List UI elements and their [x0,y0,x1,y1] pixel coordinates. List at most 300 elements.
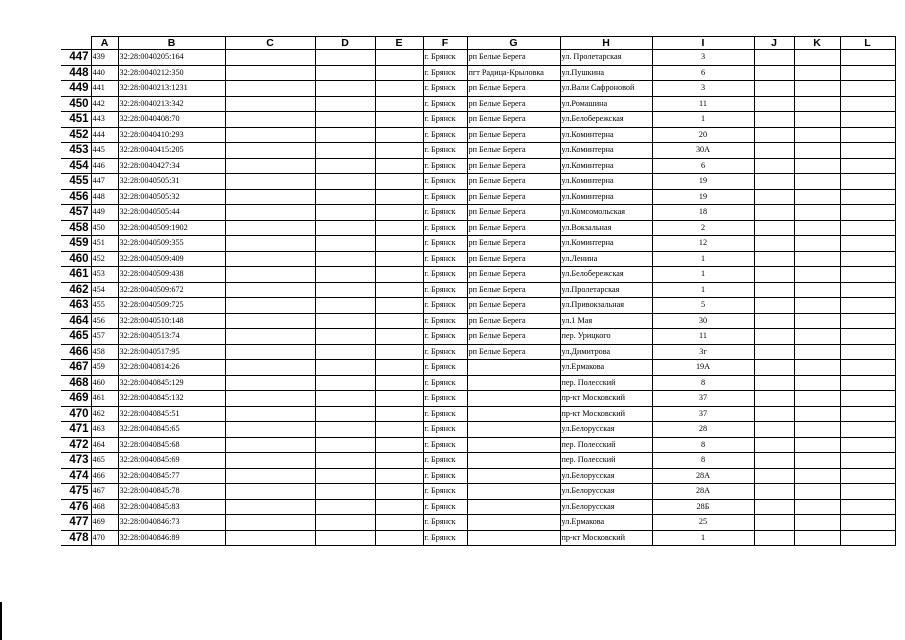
cell-b[interactable]: 32:28:0040509:725 [118,298,225,314]
cell-h[interactable]: пер. Урицкого [560,329,652,345]
cell-a[interactable]: 464 [91,437,118,453]
row-number[interactable]: 476 [61,499,91,515]
row-number[interactable]: 459 [61,236,91,252]
cell-l[interactable] [840,81,895,97]
cell-d[interactable] [315,422,375,438]
cell-k[interactable] [794,81,840,97]
cell-k[interactable] [794,189,840,205]
cell-g[interactable]: рп Белые Берега [467,205,560,221]
cell-c[interactable] [225,96,315,112]
cell-b[interactable]: 32:28:0040212:350 [118,65,225,81]
cell-e[interactable] [375,282,423,298]
cell-l[interactable] [840,313,895,329]
row-number[interactable]: 450 [61,96,91,112]
cell-i[interactable]: 11 [652,329,754,345]
cell-l[interactable] [840,422,895,438]
cell-a[interactable]: 441 [91,81,118,97]
cell-b[interactable]: 32:28:0040517:95 [118,344,225,360]
cell-g[interactable]: рп Белые Берега [467,236,560,252]
row-number[interactable]: 469 [61,391,91,407]
cell-h[interactable]: ул. Пролетарская [560,50,652,66]
cell-h[interactable]: ул.Ермакова [560,515,652,531]
cell-a[interactable]: 461 [91,391,118,407]
cell-d[interactable] [315,96,375,112]
cell-d[interactable] [315,313,375,329]
cell-h[interactable]: ул.Белорусская [560,422,652,438]
cell-j[interactable] [754,282,794,298]
cell-d[interactable] [315,267,375,283]
cell-h[interactable]: пер. Полесский [560,437,652,453]
row-number[interactable]: 465 [61,329,91,345]
cell-i[interactable]: 3 [652,81,754,97]
cell-l[interactable] [840,530,895,546]
cell-j[interactable] [754,375,794,391]
cell-g[interactable]: рп Белые Берега [467,81,560,97]
cell-g[interactable] [467,484,560,500]
cell-a[interactable]: 451 [91,236,118,252]
cell-d[interactable] [315,437,375,453]
cell-g[interactable]: рп Белые Берега [467,112,560,128]
cell-f[interactable]: г. Брянск [423,406,467,422]
cell-j[interactable] [754,453,794,469]
column-header-f[interactable]: F [423,37,467,50]
cell-c[interactable] [225,143,315,159]
cell-j[interactable] [754,251,794,267]
cell-f[interactable]: г. Брянск [423,437,467,453]
row-number[interactable]: 468 [61,375,91,391]
cell-e[interactable] [375,96,423,112]
column-header-l[interactable]: L [840,37,895,50]
row-number[interactable]: 453 [61,143,91,159]
cell-d[interactable] [315,375,375,391]
cell-j[interactable] [754,112,794,128]
cell-d[interactable] [315,530,375,546]
cell-i[interactable]: 30А [652,143,754,159]
row-number[interactable]: 463 [61,298,91,314]
cell-b[interactable]: 32:28:0040509:409 [118,251,225,267]
cell-f[interactable]: г. Брянск [423,530,467,546]
cell-f[interactable]: г. Брянск [423,298,467,314]
cell-j[interactable] [754,313,794,329]
cell-l[interactable] [840,437,895,453]
cell-k[interactable] [794,96,840,112]
cell-c[interactable] [225,50,315,66]
cell-e[interactable] [375,422,423,438]
cell-b[interactable]: 32:28:0040513:74 [118,329,225,345]
cell-j[interactable] [754,158,794,174]
cell-i[interactable]: 12 [652,236,754,252]
cell-l[interactable] [840,391,895,407]
column-header-i[interactable]: I [652,37,754,50]
cell-l[interactable] [840,344,895,360]
cell-d[interactable] [315,143,375,159]
cell-l[interactable] [840,189,895,205]
cell-k[interactable] [794,112,840,128]
cell-j[interactable] [754,127,794,143]
cell-c[interactable] [225,360,315,376]
cell-k[interactable] [794,422,840,438]
cell-a[interactable]: 446 [91,158,118,174]
cell-j[interactable] [754,81,794,97]
cell-e[interactable] [375,143,423,159]
cell-c[interactable] [225,282,315,298]
cell-k[interactable] [794,375,840,391]
cell-g[interactable] [467,375,560,391]
cell-f[interactable]: г. Брянск [423,96,467,112]
cell-j[interactable] [754,468,794,484]
cell-d[interactable] [315,112,375,128]
cell-d[interactable] [315,189,375,205]
cell-l[interactable] [840,360,895,376]
cell-i[interactable]: 8 [652,437,754,453]
cell-d[interactable] [315,50,375,66]
cell-f[interactable]: г. Брянск [423,236,467,252]
cell-l[interactable] [840,406,895,422]
cell-l[interactable] [840,468,895,484]
cell-e[interactable] [375,298,423,314]
cell-e[interactable] [375,453,423,469]
cell-b[interactable]: 32:28:0040410:293 [118,127,225,143]
cell-a[interactable]: 445 [91,143,118,159]
cell-l[interactable] [840,484,895,500]
cell-g[interactable] [467,437,560,453]
cell-j[interactable] [754,437,794,453]
column-header-j[interactable]: J [754,37,794,50]
cell-j[interactable] [754,344,794,360]
column-header-g[interactable]: G [467,37,560,50]
cell-e[interactable] [375,437,423,453]
cell-h[interactable]: ул.Коминтерна [560,158,652,174]
cell-c[interactable] [225,65,315,81]
cell-a[interactable]: 458 [91,344,118,360]
cell-i[interactable]: 28Б [652,499,754,515]
cell-d[interactable] [315,236,375,252]
row-number[interactable]: 454 [61,158,91,174]
cell-d[interactable] [315,468,375,484]
cell-i[interactable]: 25 [652,515,754,531]
cell-l[interactable] [840,267,895,283]
cell-k[interactable] [794,406,840,422]
cell-j[interactable] [754,484,794,500]
cell-c[interactable] [225,251,315,267]
cell-c[interactable] [225,391,315,407]
cell-h[interactable]: ул.Вокзальная [560,220,652,236]
cell-b[interactable]: 32:28:0040213:342 [118,96,225,112]
cell-b[interactable]: 32:28:0040505:32 [118,189,225,205]
cell-l[interactable] [840,112,895,128]
cell-c[interactable] [225,298,315,314]
cell-a[interactable]: 470 [91,530,118,546]
cell-h[interactable]: пр-кт Московский [560,530,652,546]
cell-h[interactable]: ул.Коминтерна [560,143,652,159]
cell-e[interactable] [375,205,423,221]
cell-l[interactable] [840,375,895,391]
row-number[interactable]: 448 [61,65,91,81]
cell-g[interactable]: рп Белые Берега [467,298,560,314]
cell-e[interactable] [375,391,423,407]
cell-e[interactable] [375,251,423,267]
cell-c[interactable] [225,236,315,252]
cell-k[interactable] [794,484,840,500]
cell-g[interactable] [467,391,560,407]
column-header-a[interactable]: A [91,37,118,50]
cell-k[interactable] [794,174,840,190]
cell-f[interactable]: г. Брянск [423,189,467,205]
cell-h[interactable]: ул.Комсомольская [560,205,652,221]
cell-d[interactable] [315,81,375,97]
cell-a[interactable]: 450 [91,220,118,236]
cell-k[interactable] [794,267,840,283]
cell-e[interactable] [375,267,423,283]
cell-f[interactable]: г. Брянск [423,205,467,221]
cell-a[interactable]: 452 [91,251,118,267]
cell-k[interactable] [794,158,840,174]
cell-h[interactable]: ул.Пролетарская [560,282,652,298]
cell-i[interactable]: 20 [652,127,754,143]
cell-g[interactable] [467,515,560,531]
cell-k[interactable] [794,329,840,345]
cell-g[interactable]: рп Белые Берега [467,143,560,159]
cell-e[interactable] [375,313,423,329]
cell-h[interactable]: ул.Ермакова [560,360,652,376]
cell-a[interactable]: 456 [91,313,118,329]
cell-f[interactable]: г. Брянск [423,267,467,283]
cell-d[interactable] [315,499,375,515]
cell-i[interactable]: 28А [652,468,754,484]
cell-e[interactable] [375,406,423,422]
cell-l[interactable] [840,143,895,159]
cell-a[interactable]: 443 [91,112,118,128]
cell-e[interactable] [375,174,423,190]
cell-k[interactable] [794,313,840,329]
cell-b[interactable]: 32:28:0040845:68 [118,437,225,453]
cell-f[interactable]: г. Брянск [423,65,467,81]
cell-i[interactable]: 1 [652,282,754,298]
cell-e[interactable] [375,484,423,500]
cell-h[interactable]: ул.1 Мая [560,313,652,329]
cell-b[interactable]: 32:28:0040509:438 [118,267,225,283]
cell-f[interactable]: г. Брянск [423,112,467,128]
cell-l[interactable] [840,96,895,112]
cell-f[interactable]: г. Брянск [423,375,467,391]
cell-g[interactable] [467,406,560,422]
cell-g[interactable]: рп Белые Берега [467,50,560,66]
cell-b[interactable]: 32:28:0040845:77 [118,468,225,484]
cell-a[interactable]: 463 [91,422,118,438]
cell-i[interactable]: 28 [652,422,754,438]
cell-b[interactable]: 32:28:0040505:31 [118,174,225,190]
cell-j[interactable] [754,174,794,190]
cell-l[interactable] [840,282,895,298]
cell-c[interactable] [225,267,315,283]
row-number[interactable]: 472 [61,437,91,453]
cell-d[interactable] [315,453,375,469]
cell-c[interactable] [225,530,315,546]
column-header-b[interactable]: B [118,37,225,50]
cell-h[interactable]: ул.Димитрова [560,344,652,360]
cell-h[interactable]: ул.Вали Сафроновой [560,81,652,97]
cell-i[interactable]: 19 [652,174,754,190]
cell-i[interactable]: 18 [652,205,754,221]
row-number[interactable]: 473 [61,453,91,469]
cell-c[interactable] [225,515,315,531]
cell-l[interactable] [840,515,895,531]
cell-c[interactable] [225,329,315,345]
cell-c[interactable] [225,344,315,360]
cell-g[interactable]: рп Белые Берега [467,158,560,174]
cell-a[interactable]: 449 [91,205,118,221]
cell-j[interactable] [754,189,794,205]
cell-k[interactable] [794,515,840,531]
cell-h[interactable]: ул.Ленина [560,251,652,267]
row-number[interactable]: 477 [61,515,91,531]
cell-i[interactable]: 8 [652,453,754,469]
cell-e[interactable] [375,530,423,546]
cell-a[interactable]: 442 [91,96,118,112]
cell-b[interactable]: 32:28:0040505:44 [118,205,225,221]
row-number[interactable]: 464 [61,313,91,329]
row-number[interactable]: 457 [61,205,91,221]
cell-k[interactable] [794,282,840,298]
cell-l[interactable] [840,65,895,81]
cell-b[interactable]: 32:28:0040845:83 [118,499,225,515]
cell-i[interactable]: 30 [652,313,754,329]
cell-a[interactable]: 439 [91,50,118,66]
cell-f[interactable]: г. Брянск [423,344,467,360]
cell-d[interactable] [315,220,375,236]
cell-k[interactable] [794,220,840,236]
cell-e[interactable] [375,360,423,376]
cell-e[interactable] [375,468,423,484]
cell-h[interactable]: пер. Полесский [560,453,652,469]
cell-e[interactable] [375,127,423,143]
row-number[interactable]: 474 [61,468,91,484]
cell-l[interactable] [840,220,895,236]
cell-c[interactable] [225,468,315,484]
cell-d[interactable] [315,360,375,376]
cell-k[interactable] [794,437,840,453]
cell-g[interactable]: рп Белые Берега [467,251,560,267]
row-number[interactable]: 467 [61,360,91,376]
cell-a[interactable]: 469 [91,515,118,531]
cell-d[interactable] [315,515,375,531]
row-number[interactable]: 456 [61,189,91,205]
cell-h[interactable]: ул.Белорусская [560,499,652,515]
cell-j[interactable] [754,96,794,112]
cell-j[interactable] [754,499,794,515]
cell-g[interactable]: пгт Радица-Крыловка [467,65,560,81]
cell-d[interactable] [315,344,375,360]
cell-a[interactable]: 454 [91,282,118,298]
cell-c[interactable] [225,112,315,128]
cell-b[interactable]: 32:28:0040427:34 [118,158,225,174]
cell-f[interactable]: г. Брянск [423,360,467,376]
cell-k[interactable] [794,344,840,360]
cell-d[interactable] [315,391,375,407]
cell-j[interactable] [754,236,794,252]
cell-a[interactable]: 453 [91,267,118,283]
cell-d[interactable] [315,406,375,422]
cell-e[interactable] [375,81,423,97]
cell-i[interactable]: 8 [652,375,754,391]
cell-b[interactable]: 32:28:0040408:70 [118,112,225,128]
cell-i[interactable]: 1 [652,530,754,546]
cell-d[interactable] [315,251,375,267]
cell-a[interactable]: 468 [91,499,118,515]
row-number[interactable]: 478 [61,530,91,546]
cell-f[interactable]: г. Брянск [423,468,467,484]
cell-g[interactable]: рп Белые Берега [467,96,560,112]
cell-e[interactable] [375,344,423,360]
cell-c[interactable] [225,406,315,422]
cell-h[interactable]: ул.Коминтерна [560,236,652,252]
cell-l[interactable] [840,329,895,345]
row-number[interactable]: 455 [61,174,91,190]
cell-i[interactable]: 19А [652,360,754,376]
cell-i[interactable]: 1 [652,112,754,128]
cell-k[interactable] [794,391,840,407]
column-header-d[interactable]: D [315,37,375,50]
cell-l[interactable] [840,251,895,267]
cell-k[interactable] [794,499,840,515]
cell-h[interactable]: ул.Белорусская [560,468,652,484]
cell-d[interactable] [315,298,375,314]
cell-e[interactable] [375,65,423,81]
cell-d[interactable] [315,158,375,174]
cell-e[interactable] [375,220,423,236]
cell-e[interactable] [375,515,423,531]
cell-c[interactable] [225,158,315,174]
cell-j[interactable] [754,406,794,422]
cell-a[interactable]: 466 [91,468,118,484]
cell-c[interactable] [225,174,315,190]
cell-f[interactable]: г. Брянск [423,313,467,329]
cell-f[interactable]: г. Брянск [423,251,467,267]
cell-j[interactable] [754,530,794,546]
cell-j[interactable] [754,143,794,159]
cell-j[interactable] [754,50,794,66]
cell-h[interactable]: ул.Белорусская [560,484,652,500]
cell-c[interactable] [225,437,315,453]
cell-a[interactable]: 465 [91,453,118,469]
row-number[interactable]: 460 [61,251,91,267]
cell-j[interactable] [754,205,794,221]
cell-j[interactable] [754,391,794,407]
cell-j[interactable] [754,65,794,81]
cell-i[interactable]: 1 [652,251,754,267]
cell-i[interactable]: 6 [652,65,754,81]
cell-g[interactable] [467,360,560,376]
cell-b[interactable]: 32:28:0040509:672 [118,282,225,298]
cell-d[interactable] [315,65,375,81]
cell-f[interactable]: г. Брянск [423,515,467,531]
cell-c[interactable] [225,375,315,391]
cell-h[interactable]: ул.Ромашина [560,96,652,112]
cell-l[interactable] [840,298,895,314]
cell-h[interactable]: ул.Коминтерна [560,189,652,205]
cell-b[interactable]: 32:28:0040846:89 [118,530,225,546]
cell-c[interactable] [225,499,315,515]
cell-a[interactable]: 460 [91,375,118,391]
cell-j[interactable] [754,267,794,283]
cell-e[interactable] [375,329,423,345]
cell-e[interactable] [375,50,423,66]
cell-b[interactable]: 32:28:0040845:132 [118,391,225,407]
cell-g[interactable]: рп Белые Берега [467,344,560,360]
cell-a[interactable]: 447 [91,174,118,190]
cell-b[interactable]: 32:28:0040846:73 [118,515,225,531]
cell-f[interactable]: г. Брянск [423,158,467,174]
